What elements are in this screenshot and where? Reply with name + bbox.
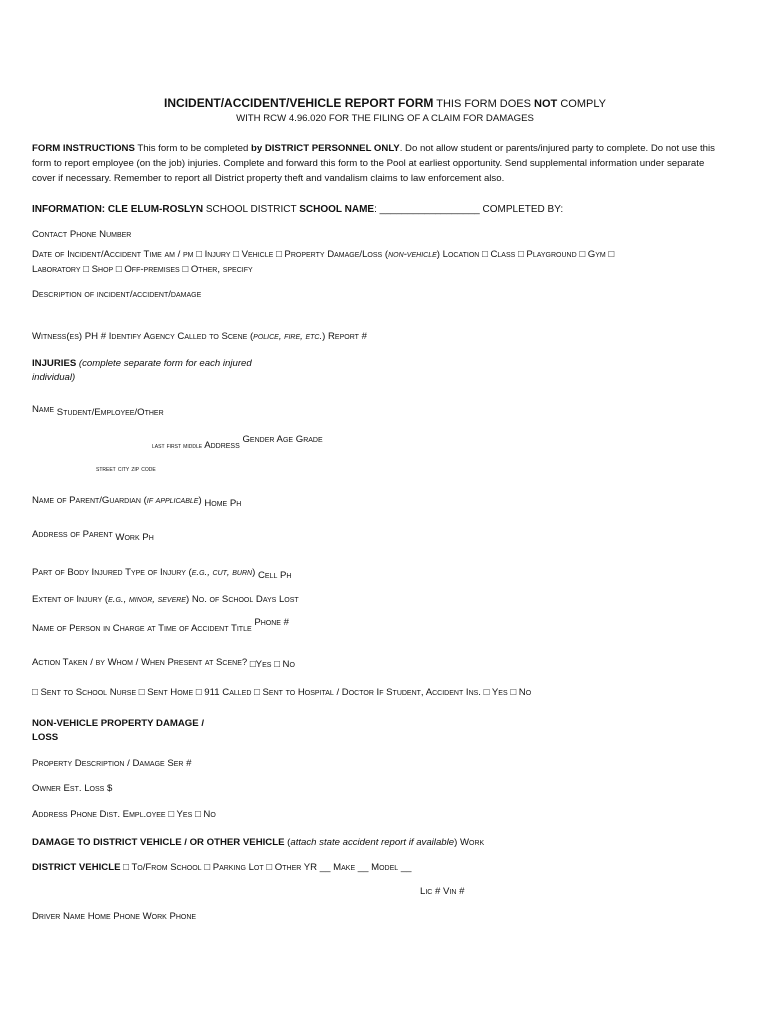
witness-text-a: Witness(es) PH # Identify Agency Called to Scene ( [32, 331, 254, 342]
form-title: INCIDENT/ACCIDENT/VEHICLE REPORT FORM [164, 96, 434, 110]
action-line [32, 657, 295, 669]
extent-line [32, 594, 299, 606]
action-no-checkbox[interactable]: □ No [274, 659, 295, 670]
injuries-note-a: (complete separate form for each injured [78, 358, 252, 369]
district-vehicle-label: DISTRICT VEHICLE [32, 862, 121, 873]
instructions-text-a: This form to be completed [137, 143, 249, 154]
address-parts: street city zip code [96, 464, 156, 473]
vehicle-damage-italic: attach state accident report if available [290, 837, 455, 848]
injuries-label: INJURIES [32, 358, 77, 369]
incident-details-line-1 [32, 249, 614, 261]
extent-text-b: ) No. of School Days Lost [185, 594, 299, 605]
title-note-not: NOT [534, 98, 558, 110]
vehicle-work-label: Work [459, 837, 485, 848]
title-note-a: THIS FORM DOES [436, 98, 531, 110]
title-note-b: COMPLY [560, 98, 606, 110]
witness-line [32, 331, 367, 343]
action-text: Action Taken / by Whom / When Present at Scene? [32, 657, 248, 668]
description-label: Description of incident/accident/damage [32, 289, 202, 300]
injuries-line-2: individual) [32, 372, 76, 383]
form-subtitle: WITH RCW 4.96.020 FOR THE FILING OF A CLAIM FOR DAMAGES [236, 113, 534, 124]
address-of-parent-label: Address of Parent [32, 529, 113, 540]
district-vehicle-line [32, 862, 412, 874]
incident-line1-a: Date of Incident/Accident Time am / pm □ Injury □ Vehicle □ Property Damage/Loss ( [32, 249, 389, 260]
vehicle-damage-label: DAMAGE TO DISTRICT VEHICLE / OR OTHER VEHICLE [32, 837, 285, 848]
witness-italic: police, fire, etc. [253, 331, 323, 342]
body-part-text-a: Part of Body Injured Type of Injury ( [32, 567, 192, 578]
parent-italic: if applicable [146, 495, 199, 506]
extent-italic: e.g., minor, severe [108, 594, 186, 605]
phone-number-label: Phone # [254, 617, 289, 628]
completed-by-label: COMPLETED BY: [482, 204, 564, 215]
parent-address-line [32, 529, 154, 541]
sent-options-line: □ Sent to School Nurse □ Sent Home □ 911 Called □ Sent to Hospital / Doctor If Student, Accident Ins. □ Yes □ No [32, 687, 532, 698]
name-roles: Student/Employee/Other [56, 407, 164, 418]
district-vehicle-options: □ To/From School □ Parking Lot □ Other YR __ Make __ Model __ [123, 862, 412, 873]
school-district-text: SCHOOL DISTRICT [205, 204, 297, 215]
school-name-label: SCHOOL NAME [299, 204, 375, 215]
action-yes-checkbox[interactable]: □Yes [249, 659, 272, 670]
person-in-charge-text: Name of Person in Charge at Time of Accident Title [32, 623, 252, 634]
property-address-line: Address Phone Dist. Empl.oyee □ Yes □ No [32, 809, 216, 820]
incident-details-line-2: Laboratory □ Shop □ Off-premises □ Other, specify [32, 264, 253, 275]
owner-est-loss-label: Owner Est. Loss $ [32, 783, 113, 794]
address-label: Address [204, 440, 240, 451]
school-name-field[interactable]: : __________________ [374, 204, 480, 215]
contact-phone-label: Contact Phone Number [32, 229, 132, 240]
instructions-emphasis: by DISTRICT PERSONNEL ONLY [250, 143, 400, 154]
body-part-line [32, 567, 291, 579]
witness-text-b: ) Report # [322, 331, 367, 342]
vehicle-damage-line [32, 837, 484, 849]
injuries-line-1 [32, 358, 252, 370]
parent-line [32, 495, 241, 507]
instructions-text-b: . Do not allow student or parents/injured party to complete. Do not use this form to report employee (on the job) injuries. Complete and forward this form to the Pool at earliest opportunity. Send supplemental information under separate cover if necessary. Remember to report all District property theft and vandalism claims to law enforcement also. [32, 143, 715, 184]
vehicle-damage-note-a: ( [287, 837, 291, 848]
body-part-italic: e.g., cut, burn [191, 567, 253, 578]
form-instructions [32, 141, 722, 186]
name-label: Name [32, 404, 55, 415]
body-part-text-b: ) [252, 567, 256, 578]
property-damage-label-2: LOSS [32, 732, 59, 743]
vehicle-damage-note-b: ) [454, 837, 458, 848]
parent-text-b: ) [198, 495, 202, 506]
home-ph-label: Home Ph [204, 498, 242, 509]
form-title-line [0, 96, 770, 110]
incident-line1-italic: non-vehicle [388, 249, 437, 260]
lic-vin-label: Lic # Vin # [420, 886, 465, 897]
property-damage-label-1: NON-VEHICLE PROPERTY DAMAGE / [32, 718, 204, 729]
gender-age-grade-label: Gender Age Grade [242, 434, 323, 445]
cell-ph-label: Cell Ph [257, 570, 292, 581]
information-label: INFORMATION: CLE ELUM-ROSLYN [32, 204, 204, 215]
information-line [32, 204, 563, 216]
property-description-label: Property Description / Damage Ser # [32, 758, 192, 769]
work-ph-label: Work Ph [115, 532, 154, 543]
instructions-label: FORM INSTRUCTIONS [32, 143, 135, 154]
parent-text-a: Name of Parent/Guardian ( [32, 495, 147, 506]
driver-line: Driver Name Home Phone Work Phone [32, 911, 197, 922]
name-line [32, 404, 164, 416]
extent-text-a: Extent of Injury ( [32, 594, 109, 605]
name-parts: last first middle [152, 441, 203, 450]
name-parts-line [152, 434, 323, 452]
person-in-charge-line [32, 617, 289, 635]
incident-line1-b: ) Location □ Class □ Playground □ Gym □ [436, 249, 615, 260]
